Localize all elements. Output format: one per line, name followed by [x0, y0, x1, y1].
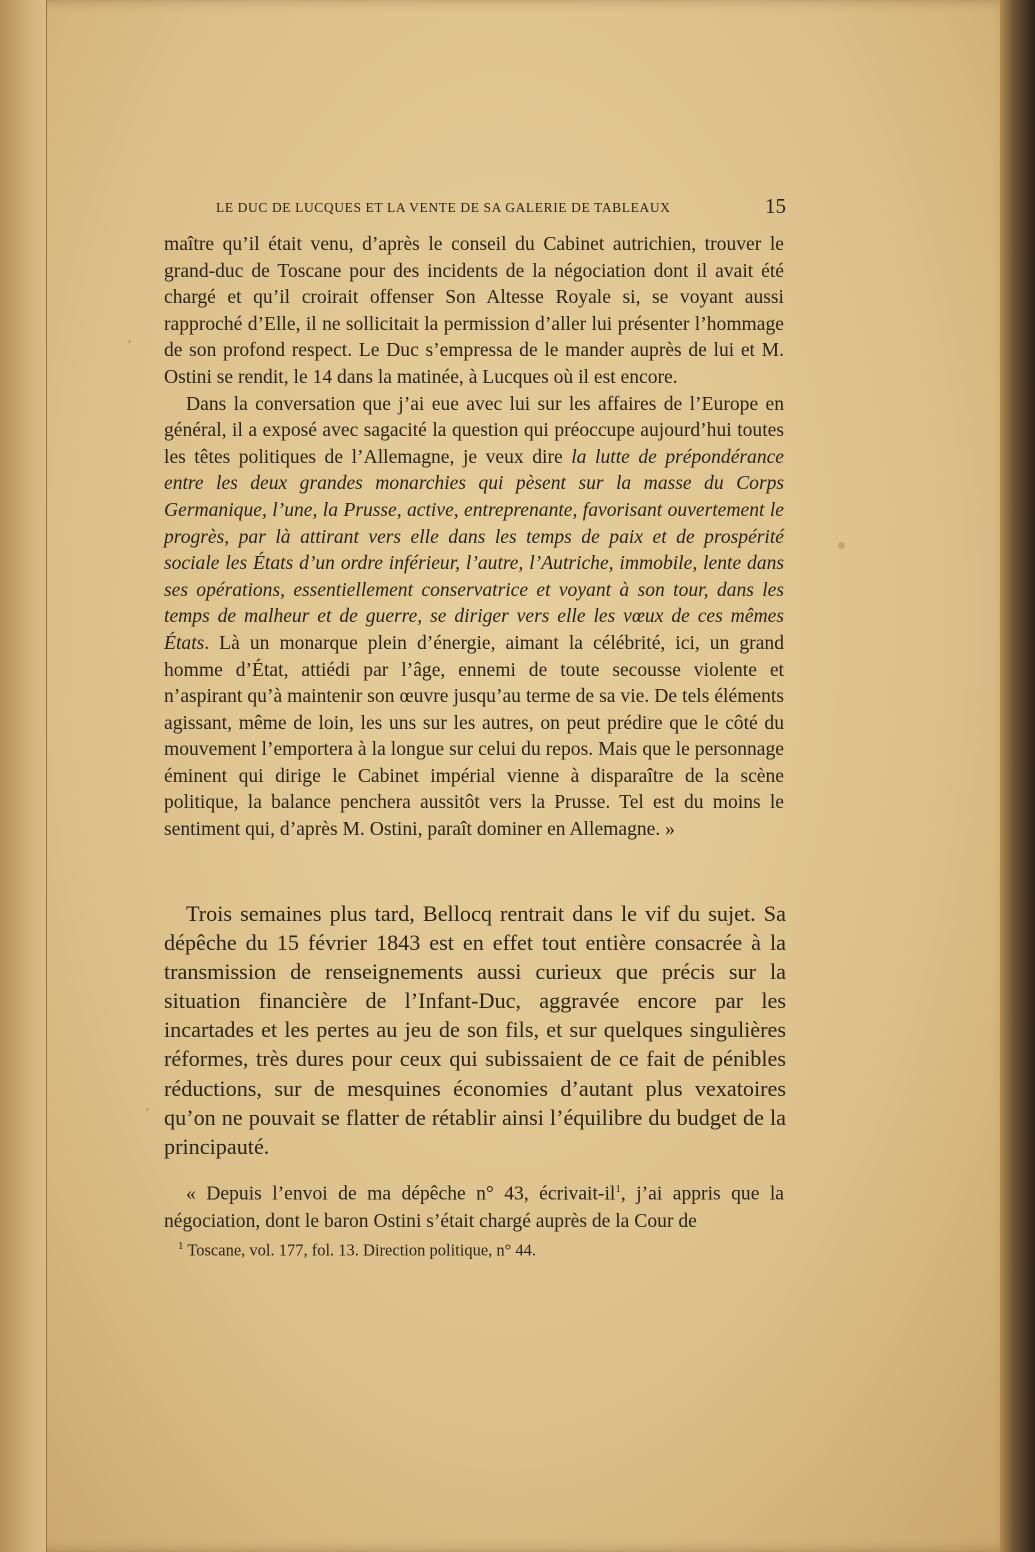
quote-paragraph-2-start: Dans la conversation que j’ai eue avec lui sur les affaires de l’Europe en général, il a exposé avec sagacité la question qui préoccupe aujourd’hui toutes les têtes politiques de l’Allemagne, je veux dire [164, 393, 784, 468]
quote2-end: , j’ai appris que la négociation, dont le baron Ostini s’était chargé auprès de la Cour de [164, 1183, 784, 1232]
quote-paragraph-1: maître qu’il était venu, d’après le conseil du Cabinet autrichien, trouver le grand-duc de Toscane pour des incidents de la négociation dont il avait été chargé et qu’il croirait offenser Son Altesse Royale si, se voyant aussi rapproché d’Elle, il ne sollicitait la permission d’aller lui présenter l’hommage de son profond respect. Le Duc s’empressa de le mander auprès de lui et M. Ostini se rendit, le 14 dans la matinée, à Lucques où il est encore. [164, 234, 784, 388]
quote-paragraph-2-end: . Là un monarque plein d’énergie, aimant la célébrité, ici, un grand homme d’État, attiédi par l’âge, ennemi de toute secousse violente et n’aspirant qu’à maintenir son œuvre jusqu’au terme de sa vie. De tels éléments agissant, même de loin, les uns sur les autres, on peut prédire que le côté du mouvement l’emportera à la longue sur celui du repos. Mais que le personnage éminent qui dirige le Cabinet impérial vienne à disparaître de la scène politique, la balance penchera aussitôt vers la Prusse. Tel est du moins le sentiment qui, d’après M. Ostini, paraît dominer en Allemagne. » [164, 632, 784, 841]
quoted-dispatch-second [164, 1176, 784, 1235]
page-gutter [0, 0, 47, 1552]
paper-stain [146, 1108, 149, 1111]
footnote [178, 1240, 536, 1261]
running-header [216, 196, 796, 222]
quote-paragraph-2 [164, 392, 784, 844]
main-text [164, 899, 786, 1161]
main-paragraph: Trois semaines plus tard, Bellocq rentrait dans le vif du sujet. Sa dépêche du 15 février 1843 est en effet tout entière consacrée à la transmission de renseignements aussi curieux que précis sur la situation financière de l’Infant-Duc, aggravée encore par les incartades et les pertes au jeu de son fils, et sur quelques singulières réformes, très dures pour ceux qui subissaient de ce fait de pénibles réductions, sur de mesquines économies d’autant plus vexatoires qu’on ne pouvait se flatter de rétablir ainsi l’équilibre du budget de la principauté. [164, 901, 786, 1159]
running-title: LE DUC DE LUCQUES ET LA VENTE DE SA GALERIE DE TABLEAUX [216, 200, 671, 215]
footnote-reference: 1 [615, 1183, 621, 1195]
quote2-paragraph [164, 1176, 784, 1235]
quote2-start: « Depuis l’envoi de ma dépêche n° 43, écrivait-il [186, 1183, 616, 1205]
page-edge-shadow [1000, 0, 1035, 1552]
page-number: 15 [765, 194, 786, 218]
quote-paragraph-2-italic: la lutte de prépondérance entre les deux grandes monarchies qui pèsent sur la masse du Corps Germanique, l’une, la Prusse, active, entreprenante, favorisant ouvertement le progrès, par là attirant vers elle dans les temps de paix et de prospérité sociale les États d’un ordre inférieur, l’autre, l’Autriche, immobile, lente dans ses opérations, essentiellement conservatrice et voyant à son tour, dans les temps de malheur et de guerre, se diriger vers elle les vœux de ces mêmes États [164, 446, 785, 654]
paper-stain [128, 340, 131, 343]
footnote-text: Toscane, vol. 177, fol. 13. Direction politique, n° 44. [183, 1240, 537, 1260]
footnote-marker: 1 [178, 1240, 184, 1252]
paper-stain [838, 542, 845, 549]
quoted-dispatch-continuation [164, 232, 784, 844]
